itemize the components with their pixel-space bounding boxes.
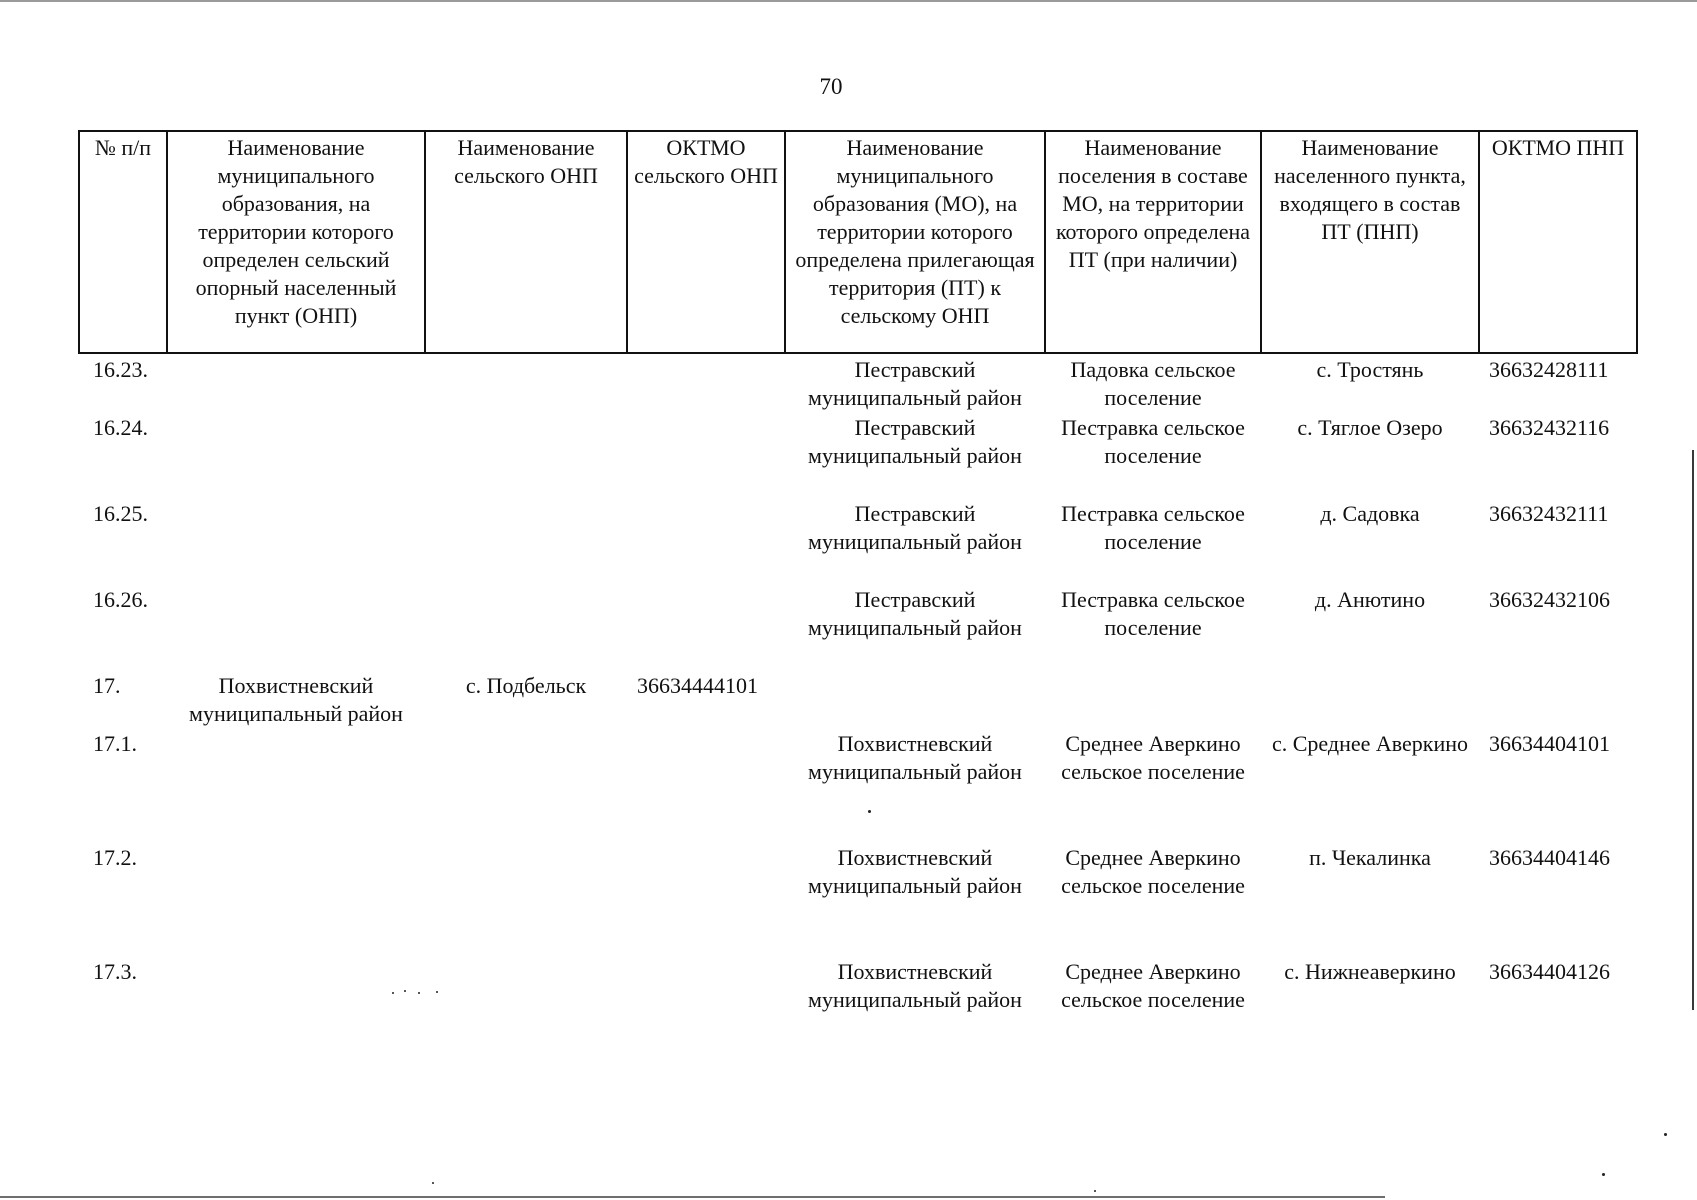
table-row xyxy=(79,842,1637,956)
table-row xyxy=(79,498,1637,584)
settlement-cell: Пестравка сельское поселение xyxy=(1061,501,1245,554)
mo-pt-cell xyxy=(785,670,1045,728)
table-row xyxy=(79,412,1637,498)
pnp-cell: п. Чекалинка xyxy=(1309,845,1431,870)
mo-onp-cell xyxy=(167,498,425,584)
mo-pt-cell: Пестравский муниципальный район xyxy=(808,415,1022,468)
scan-speck xyxy=(392,992,394,994)
pnp-cell: с. Тяглое Озеро xyxy=(1297,415,1443,440)
mo-pt-cell: Похвистневский муниципальный район xyxy=(808,731,1022,784)
header-mo-onp: Наименование муниципального образования, на территории которого определен сельский опорный населенный пункт (ОНП) xyxy=(167,131,425,353)
oktmo-onp-cell: 36634444101 xyxy=(637,673,758,698)
scan-speck xyxy=(418,992,420,994)
oktmo-pnp-cell: 36634404126 xyxy=(1489,959,1610,984)
mo-onp-cell xyxy=(167,728,425,842)
oktmo-pnp-cell: 36634404146 xyxy=(1489,845,1610,870)
settlement-cell: Среднее Аверкино сельское поселение xyxy=(1061,731,1245,784)
table-row xyxy=(79,584,1637,670)
table-row xyxy=(79,956,1637,1070)
table-row xyxy=(79,670,1637,728)
mo-pt-cell: Пестравский муниципальный район xyxy=(808,501,1022,554)
mo-onp-cell xyxy=(167,353,425,412)
header-mo-pt: Наименование муниципального образования (МО), на территории которого определена прилегающая территория (ПТ) к сельскому ОНП xyxy=(785,131,1045,353)
header-oktmo-pnp: ОКТМО ПНП xyxy=(1479,131,1637,353)
scan-speck xyxy=(1094,1190,1096,1192)
oktmo-pnp-cell: 36632432116 xyxy=(1489,415,1610,440)
settlement-cell: Пестравка сельское поселение xyxy=(1061,587,1245,640)
onp-cell xyxy=(425,412,627,498)
oktmo-onp-cell xyxy=(627,842,785,956)
page-number: 70 xyxy=(819,74,843,99)
mo-onp-cell: Похвистневский муниципальный район xyxy=(189,673,403,726)
onp-cell xyxy=(425,353,627,412)
oktmo-pnp-cell: 36632428111 xyxy=(1489,357,1609,382)
top-scan-edge xyxy=(0,0,1697,2)
onp-cell xyxy=(425,584,627,670)
settlement-cell: Среднее Аверкино сельское поселение xyxy=(1061,959,1245,1012)
oktmo-onp-cell xyxy=(627,498,785,584)
onp-cell xyxy=(425,956,627,1070)
mo-pt-cell: Похвистневский муниципальный район xyxy=(808,845,1022,898)
header-pnp-name: Наименование населенного пункта, входящего в состав ПТ (ПНП) xyxy=(1261,131,1479,353)
header-onp-name: Наименование сельского ОНП xyxy=(425,131,627,353)
pnp-cell: д. Садовка xyxy=(1320,501,1420,526)
mo-pt-cell: Пестравский муниципальный район xyxy=(808,587,1022,640)
row-number: 16.24. xyxy=(93,415,148,440)
scan-speck xyxy=(1602,1173,1605,1176)
row-number: 17.3. xyxy=(93,959,137,984)
bottom-scan-edge xyxy=(0,1196,1385,1198)
right-scan-edge xyxy=(1692,450,1694,1010)
row-number: 17.2. xyxy=(93,845,137,870)
settlements-table xyxy=(78,130,1638,1070)
mo-onp-cell xyxy=(167,956,425,1070)
row-number: 17.1. xyxy=(93,731,137,756)
row-number: 16.25. xyxy=(93,501,148,526)
mo-onp-cell xyxy=(167,584,425,670)
pnp-cell: д. Анютино xyxy=(1314,587,1426,612)
pnp-cell: с. Среднее Аверкино xyxy=(1271,731,1469,756)
scan-speck xyxy=(404,990,406,992)
onp-cell xyxy=(425,842,627,956)
oktmo-pnp-cell: 36632432111 xyxy=(1489,501,1609,526)
oktmo-onp-cell xyxy=(627,353,785,412)
mo-onp-cell xyxy=(167,412,425,498)
pnp-cell: с. Нижнеаверкино xyxy=(1284,959,1456,984)
pnp-cell: с. Тростянь xyxy=(1316,357,1424,382)
oktmo-pnp-cell: 36632432106 xyxy=(1489,587,1610,612)
settlement-cell: Пестравка сельское поселение xyxy=(1061,415,1245,468)
oktmo-pnp-cell: 36634404101 xyxy=(1489,731,1610,756)
oktmo-onp-cell xyxy=(627,728,785,842)
onp-cell xyxy=(425,498,627,584)
row-number: 17. xyxy=(93,673,121,698)
header-oktmo-onp: ОКТМО сельского ОНП xyxy=(627,131,785,353)
mo-pt-cell: Пестравский муниципальный район xyxy=(808,357,1022,410)
row-number: 16.26. xyxy=(93,587,148,612)
oktmo-onp-cell xyxy=(627,584,785,670)
settlement-cell: Среднее Аверкино сельское поселение xyxy=(1061,845,1245,898)
scan-speck xyxy=(436,991,438,993)
onp-cell xyxy=(425,728,627,842)
settlement-cell: Падовка сельское поселение xyxy=(1070,357,1236,410)
table-row xyxy=(79,728,1637,842)
pnp-cell xyxy=(1261,670,1479,728)
row-number: 16.23. xyxy=(93,357,148,382)
scan-speck xyxy=(868,810,871,813)
oktmo-pnp-cell xyxy=(1479,670,1637,728)
oktmo-onp-cell xyxy=(627,412,785,498)
oktmo-onp-cell xyxy=(627,956,785,1070)
onp-cell: с. Подбельск xyxy=(465,673,587,698)
header-settlement: Наименование поселения в составе МО, на территории которого определена ПТ (при наличии) xyxy=(1045,131,1261,353)
table-header xyxy=(79,131,1637,353)
header-number: № п/п xyxy=(79,131,167,353)
settlement-cell xyxy=(1045,670,1261,728)
mo-onp-cell xyxy=(167,842,425,956)
table-row xyxy=(79,353,1637,412)
scan-speck xyxy=(1664,1133,1667,1136)
mo-pt-cell: Похвистневский муниципальный район xyxy=(808,959,1022,1012)
scan-speck xyxy=(432,1182,434,1184)
